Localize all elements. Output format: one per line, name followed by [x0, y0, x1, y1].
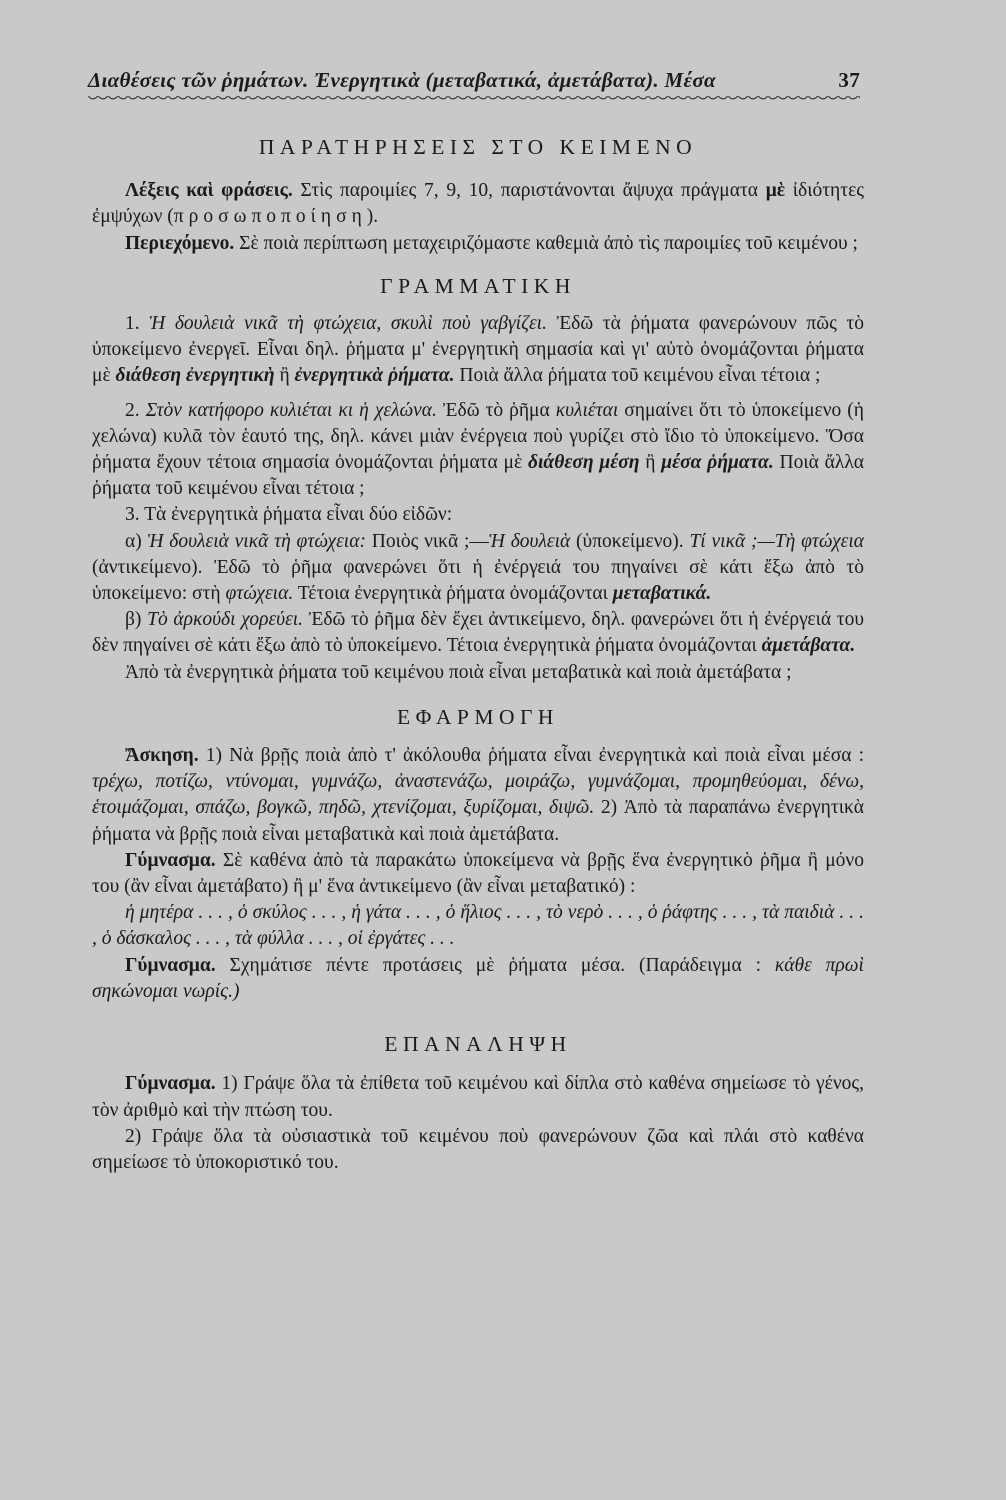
- heading-grammar: ΓΡΑΜΜΑΤΙΚΗ: [380, 273, 576, 298]
- revision-exercise-2: 2) Γράψε ὅλα τὰ οὐσιαστικὰ τοῦ κειμένου ποὺ φανερώνουν ζῶα καὶ πλάι στὸ καθένα σημείωσε τὸ ὑποκοριστικό του.: [92, 1125, 864, 1173]
- grammar-item-3a: α) Ἡ δουλειὰ νικᾶ τὴ φτώχεια: Ποιὸς νικᾶ ;—Ἡ δουλειὰ (ὑποκείμενο). Τί νικᾶ ;—Τὴ φτώχεια (ἀντικείμενο). Ἐδῶ τὸ ῥῆμα φανερώνει ὅτι ἡ ἐνέργειά του πηγαίνει σὲ κάτι ἔξω ἀπὸ τὸ ὑποκείμενο: στὴ φτώχεια. Τέτοια ἐνεργητικὰ ῥήματα ὀνομάζονται μεταβατικά.: [92, 530, 865, 605]
- running-title: Διαθέσεις τῶν ῥημάτων. Ἐνεργητικὰ (μεταβατικά, ἀμετάβατα). Μέσα: [88, 68, 716, 92]
- page-content: [92, 128, 864, 1176]
- revision-exercise-1: Γύμνασμα. 1) Γράψε ὅλα τὰ ἐπίθετα τοῦ κειμένου καὶ δίπλα στὸ καθένα σημείωσε τὸ γένος, τὸν ἀριθμὸ καὶ τὴν πτώση του.: [92, 1073, 864, 1121]
- heading-application: ΕΦΑΡΜΟΓΗ: [397, 704, 559, 729]
- grammar-item-3-intro: 3. Τὰ ἐνεργητικὰ ῥήματα εἶναι δύο εἰδῶν:: [125, 504, 453, 526]
- exercise-2: Γύμνασμα. Σὲ καθένα ἀπὸ τὰ παρακάτω ὑποκείμενα νὰ βρῇς ἕνα ἐνεργητικὸ ῥῆμα ἢ μόνο του (ἂν εἶναι ἀμετάβατο) ἢ μ' ἕνα ἀντικείμενο (ἂν εἶναι μεταβατικό) :: [92, 849, 864, 898]
- heading-revision: ΕΠΑΝΑΛΗΨΗ: [384, 1032, 572, 1057]
- paragraph-words-phrases: Λέξεις καὶ φράσεις. Στὶς παροιμίες 7, 9, 10, παριστάνονται ἄψυχα πράγματα μὲ ἰδιότητες ἐμψύχων (προσωποποίηση).: [92, 180, 864, 228]
- paragraph-content: Περιεχόμενο. Σὲ ποιὰ περίπτωση μεταχειριζόμαστε καθεμιὰ ἀπὸ τὶς παροιμίες τοῦ κειμένου ;: [125, 232, 858, 254]
- grammar-item-3b: β) Τὸ ἀρκούδι χορεύει. Ἐδῶ τὸ ῥῆμα δὲν ἔχει ἀντικείμενο, δηλ. φανερώνει ὅτι ἡ ἐνέργειά του δὲν πηγαίνει σὲ κάτι ἔξω ἀπὸ τὸ ὑποκείμενο. Τέτοια ἐνεργητικὰ ῥήματα ὀνομάζονται ἀμετάβατα.: [92, 609, 864, 657]
- exercise-2-subjects-list: ἡ μητέρα . . . , ὁ σκύλος . . . , ἡ γάτα . . . , ὁ ἥλιος . . . , τὸ νερὸ . . . , ὁ ῥάφτης . . . , τὰ παιδιὰ . . . , ὁ δάσκαλος . . . , τὰ φύλλα . . . , οἱ ἐργάτες . . .: [92, 902, 864, 950]
- exercise-3: Γύμνασμα. Σχημάτισε πέντε προτάσεις μὲ ῥήματα μέσα. (Παράδειγμα : κάθε πρωὶ σηκώνομαι νωρίς.): [92, 954, 864, 1002]
- wavy-rule: [88, 96, 860, 106]
- heading-observations: ΠΑΡΑΤΗΡΗΣΕΙΣ ΣΤΟ ΚΕΙΜΕΝΟ: [258, 135, 698, 159]
- grammar-item-1: 1. Ἡ δουλειὰ νικᾶ τὴ φτώχεια, σκυλὶ ποὺ γαβγίζει. Ἐδῶ τὰ ῥήματα φανερώνουν πῶς τὸ ὑποκείμενο ἐνεργεῖ. Εἶναι δηλ. ῥήματα μ' ἐνεργητικὴ σημασία καὶ γι' αὐτὸ ὀνομάζονται ῥήματα μὲ διάθεση ἐνεργητικὴ ἢ ἐνεργητικὰ ῥήματα. Ποιὰ ἄλλα ῥήματα τοῦ κειμένου εἶναι τέτοια ;: [92, 313, 864, 387]
- grammar-item-3-question: Ἀπὸ τὰ ἐνεργητικὰ ῥήματα τοῦ κειμένου ποιὰ εἶναι μεταβατικὰ καὶ ποιὰ ἀμετάβατα ;: [125, 661, 792, 683]
- exercise-1: Ἄσκηση. 1) Νὰ βρῇς ποιὰ ἀπὸ τ' ἀκόλουθα ῥήματα εἶναι ἐνεργητικὰ καὶ ποιὰ εἶναι μέσα : τρέχω, ποτίζω, ντύνομαι, γυμνάζω, ἀναστενάζω, μοιράζω, γυμνάζομαι, προμηθεύομαι, δένω, ἑτοιμάζομαι, σπάζω, βογκῶ, πηδῶ, χτενίζομαι, ξυρίζομαι, διψῶ. 2) Ἀπὸ τὰ παραπάνω ἐνεργητικὰ ῥήματα νὰ βρῇς ποιὰ εἶναι μεταβατικὰ καὶ ποιὰ ἀμετάβατα.: [92, 745, 864, 845]
- grammar-item-2: 2. Στὸν κατήφορο κυλιέται κι ἡ χελώνα. Ἐδῶ τὸ ῥῆμα κυλιέται σημαίνει ὅτι τὸ ὑποκείμενο (ἡ χελώνα) κυλᾶ τὸν ἑαυτό της, δηλ. κάνει μιὰν ἐνέργεια ποὺ γυρίζει στὸ ἴδιο τὸ ὑποκείμενο. Ὅσα ῥήματα ἔχουν τέτοια σημασία ὀνομάζονται ῥήματα μὲ διάθεση μέση ἢ μέσα ῥήματα. Ποιὰ ἄλλα ῥήματα τοῦ κειμένου εἶναι τέτοια ;: [92, 399, 865, 500]
- page-number: 37: [838, 68, 860, 92]
- running-header: [88, 68, 860, 93]
